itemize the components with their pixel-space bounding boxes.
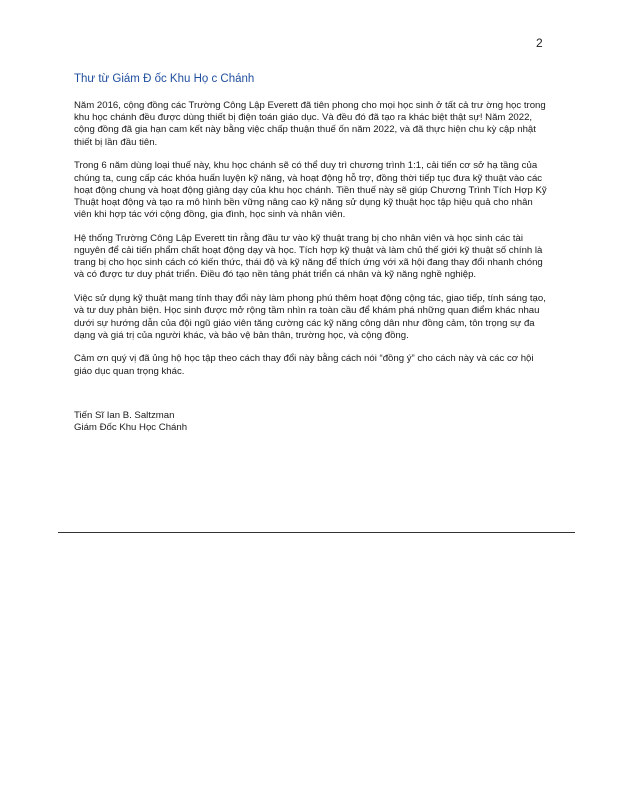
signature-block [74, 410, 552, 434]
signature-title: Giám Đốc Khu Học Chánh [74, 422, 188, 434]
page-number: 2 [536, 36, 543, 50]
paragraph-5: Cảm ơn quý vị đã ủng hộ học tập theo cách thay đổi này bằng cách nói “đồng ý” cho cách này và các cơ hội giáo dục quan trọng khác. [74, 353, 534, 377]
signature-name: Tiến Sĩ Ian B. Saltzman [74, 409, 175, 421]
paragraph-2: Trong 6 năm dùng loại thuế này, khu học chánh sẽ có thể duy trì chương trình 1:1, cải tiến cơ sở hạ tầng của chúng ta, cung cấp các khóa huấn luyện kỹ năng, và hoạt động hỗ trợ, đồng thời tiếp tục đưa kỹ thuật vào các hoạt động chung và hoạt động giảng dạy của khu học chánh. Tiền thuế này sẽ giúp Chương Trình Tích Hợp Kỹ Thuật hoạt động và tạo ra mô hình bền vững nâng cao kỹ năng sử dụng kỹ thuật học tập hiệu quả cho nhân viên khi hợp tác với cộng đồng, gia đình, học sinh và nhân viên. [74, 160, 547, 221]
paragraph-3: Hệ thống Trường Công Lập Everett tin rằng đầu tư vào kỹ thuật trang bị cho nhân viên và học sinh các tài nguyên để cải tiến phẩm chất hoạt động dạy và học. Tích hợp kỹ thuật và làm chủ thế giới kỹ thuật số chính là trang bị cho học sinh cách có kiến thức, thái độ và kỹ năng để thích ứng với xã hội đang thay đổi nhanh chóng và có được tư duy phát triển. Điều đó tạo nền tảng phát triển cá nhân và kỹ năng nghề nghiệp. [74, 232, 543, 281]
horizontal-rule [58, 532, 575, 533]
letter-title: Thư từ Giám Đ ốc Khu Họ c Chánh [74, 73, 255, 85]
paragraph-1: Năm 2016, cộng đồng các Trường Công Lập Everett đã tiên phong cho mọi học sinh ở tất cả trư ờng học trong khu học chánh đều được dùng thiết bị điện toán giáo dục. Và đều đó đã tạo ra khác biệt thật sự! Năm 2022, cộng đồng đã gia hạn cam kết này bằng việc chấp thuận thuế ốn năm 2022, và đã thực hiện chu kỳ cập nhật thiết bị lần đầu tiên. [74, 100, 546, 148]
paragraph-4: Việc sử dụng kỹ thuật mang tính thay đổi này làm phong phú thêm hoạt động cộng tác, giao tiếp, tính sáng tạo, và tư duy phản biện. Học sinh được mở rộng tầm nhìn ra toàn cầu để khám phá những quan điểm khác nhau dưới sự hướng dẫn của đội ngũ giáo viên tăng cường các kỹ năng công dân như đồng cảm, tôn trọng sự đa dạng và giá trị của người khác, và bảo vệ bản thân, trường học, và cộng đồng. [74, 293, 546, 341]
letter-body [74, 72, 552, 434]
